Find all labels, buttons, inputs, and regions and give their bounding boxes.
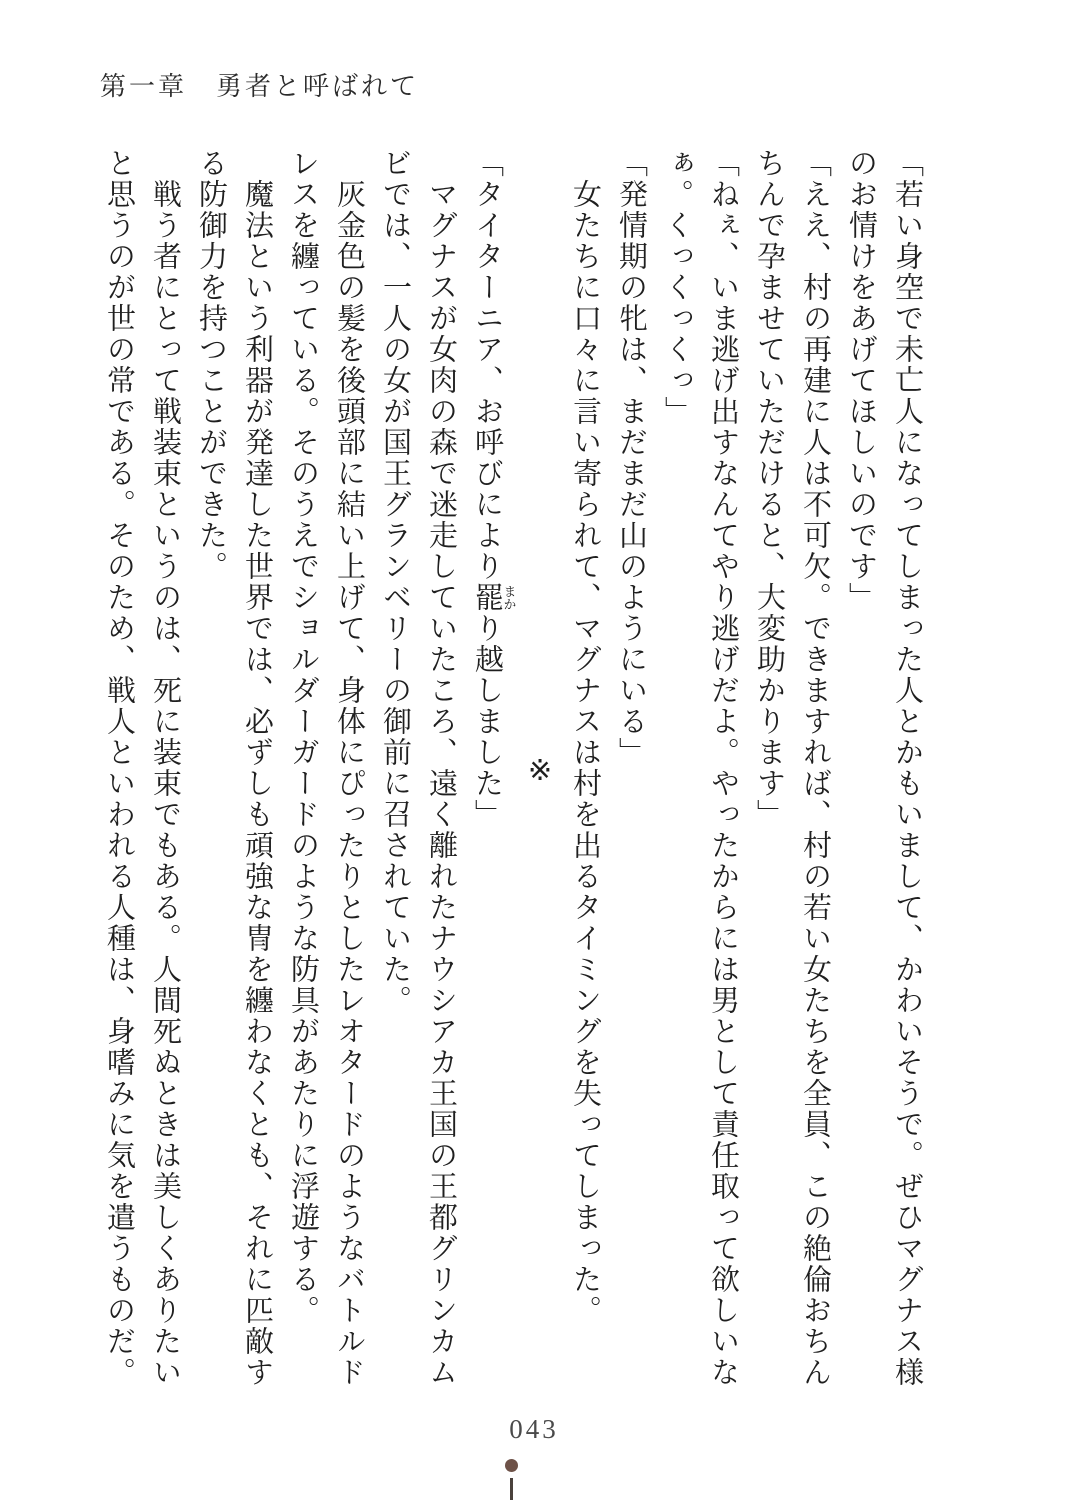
body-text — [96, 148, 930, 1392]
ruby-annotated-word: 罷まか — [471, 582, 517, 613]
footer-line-ornament — [510, 1478, 513, 1500]
paragraph-dialogue: 「ええ、村の再建に人は不可欠。できますれば、村の若い女たちを全員、この絶倫おちんちんで孕ませていただけると、大変助かります」 — [753, 148, 831, 1388]
section-separator: ※ — [523, 753, 555, 787]
paragraph-dialogue: 「ねぇ、いま逃げ出すなんてやり逃げだよ。やったからには男として責任取って欲しいなぁ。くっくっくっ」 — [661, 148, 739, 1388]
paragraph-dialogue: 「若い身空で未亡人になってしまった人とかもいまして、かわいそうで。ぜひマグナス様のお情けをあげてほしいのです」 — [845, 148, 923, 1388]
paragraph-narrative: 灰金色の髪を後頭部に結い上げて、身体にぴったりとしたレオタードのようなバトルドレスを纏っている。そのうえでショルダーガードのような防具があたりに浮遊する。 — [287, 148, 365, 1388]
paragraph-narrative: 戦う者にとって戦装束というのは、死に装束でもある。人間死ぬときは美しくありたいと思うのが世の常である。そのため、戦人といわれる人種は、身嗜みに気を遣うものだ。 — [103, 148, 181, 1388]
paragraph-dialogue: 「タイターニア、お呼びにより罷まかり越しました」 — [471, 148, 517, 830]
paragraph-narrative: マグナスが女肉の森で迷走していたころ、遠く離れたナウシアカ王国の王都グリンカムビでは、一人の女が国王グランベリーの御前に召されていた。 — [379, 148, 457, 1388]
paragraph-dialogue: 「発情期の牝は、まだまだ山のようにいる」 — [615, 148, 647, 768]
chapter-header: 第一章 勇者と呼ばれて — [100, 72, 420, 101]
footer-dot-ornament — [505, 1459, 518, 1472]
paragraph-narrative: 魔法という利器が発達した世界では、必ずしも頑強な冑を纏わなくとも、それに匹敵する防御力を持つことができた。 — [195, 148, 273, 1388]
paragraph-narrative: 女たちに口々に言い寄られて、マグナスは村を出るタイミングを失ってしまった。 — [569, 179, 601, 1326]
page-number: 043 — [509, 1414, 559, 1444]
